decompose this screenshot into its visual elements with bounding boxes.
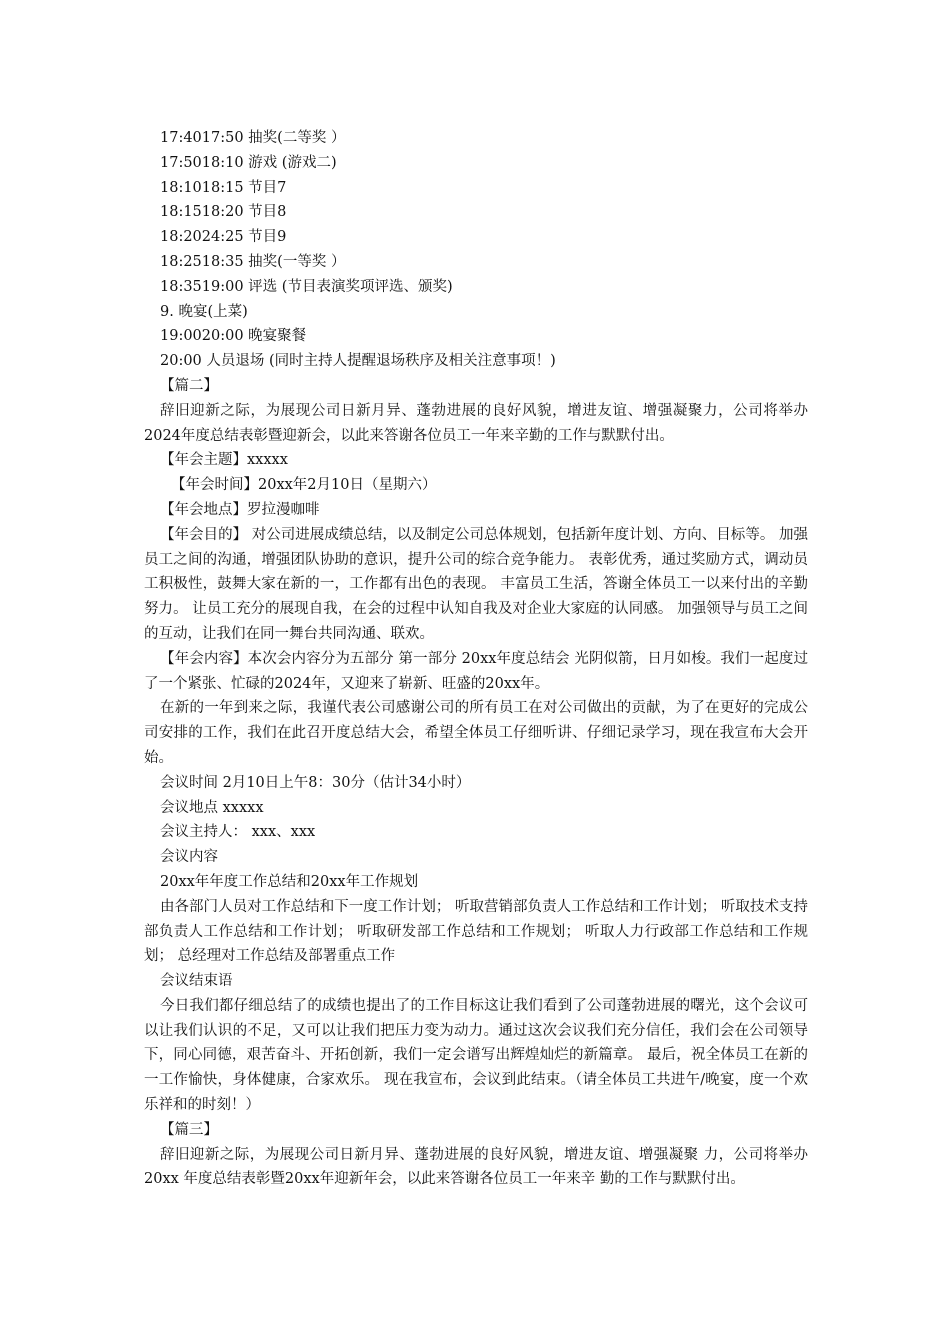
annual-meeting-time: 【年会时间】20xx年2月10日（星期六）: [171, 477, 437, 494]
meeting-agenda-items: 由各部门人员对工作总结和下一度工作计划； 听取营销部负责人工作总结和工作计划； 听取技术支持部负责人工作总结和工作计划； 听取研发部工作总结和工作规划； 听取人力行政部工作总结和工作规划； 总经理对工作总结及部署重点工作: [144, 898, 808, 965]
annual-meeting-place: 【年会地点】罗拉漫咖啡: [160, 501, 320, 518]
meeting-time: 会议时间 2月10日上午8：30分（估计34小时）: [160, 774, 471, 791]
annual-meeting-content: 【年会内容】本次会内容分为五部分 第一部分 20xx年度总结会 光阴似箭，日月如梭。我们一起度过了一个紧张、忙碌的2024年，又迎来了崭新、旺盛的20xx年。: [144, 650, 808, 692]
schedule-line: 17:5018:10 游戏 (游戏二): [160, 154, 337, 171]
schedule-line: 18:1018:15 节目7: [160, 179, 287, 196]
schedule-line: 20:00 人员退场 (同时主持人提醒退场秩序及相关注意事项！): [160, 353, 556, 370]
meeting-host: 会议主持人： xxx、xxx: [160, 824, 316, 841]
schedule-line: 17:4017:50 抽奖(二等奖 ）: [160, 130, 346, 146]
schedule-line: 9. 晚宴(上菜): [160, 303, 248, 320]
opening-speech: 在新的一年到来之际，我谨代表公司感谢公司的所有员工在对公司做出的贡献，为了在更好的完成公司安排的工作，我们在此召开度总结大会，希望全体员工仔细听讲、仔细记录学习，现在我宣布大会开始。: [144, 700, 808, 766]
annual-meeting-theme: 【年会主题】xxxxx: [160, 452, 288, 469]
document-page: [144, 126, 808, 1192]
schedule-line: 19:0020:00 晚宴聚餐: [160, 328, 307, 345]
annual-meeting-purpose: 【年会目的】 对公司进展成绩总结，以及制定公司总体规划，包括新年度计划、方向、目标等。 加强员工之间的沟通，增强团队协助的意识，提升公司的综合竞争能力。 表彰优秀，通过奖励方式，调动员工积极性，鼓舞大家在新的一，工作都有出色的表现。 丰富员工生活，答谢全体员工一以来付出的辛勤努力。 让员工充分的展现自我，在会的过程中认知自我及对企业大家庭的认同感。 加强领导与员工之间的互动，让我们在同一舞台共同沟通、联欢。: [144, 526, 808, 642]
schedule-line: 18:2518:35 抽奖(一等奖 ）: [160, 253, 346, 270]
closing-remarks: 今日我们都仔细总结了的成绩也提出了的工作目标这让我们看到了公司蓬勃进展的曙光，这个会议可以让我们认识的不足，又可以让我们把压力变为动力。通过这次会议我们充分信任，我们会在公司领导下，同心同德，艰苦奋斗、开拓创新，我们一定会谱写出辉煌灿烂的新篇章。 最后，祝全体员工在新的一工作愉快，身体健康，合家欢乐。 现在我宣布，会议到此结束。（请全体员工共进午/晚宴，度一个欢乐祥和的时刻！）: [144, 997, 808, 1114]
closing-remarks-title: 会议结束语: [160, 973, 233, 990]
section-heading-part2: 【篇二】: [160, 377, 218, 394]
schedule-line: 18:3519:00 评选 (节目表演奖项评选、颁奖): [160, 278, 453, 295]
meeting-topic: 20xx年年度工作总结和20xx年工作规划: [160, 873, 419, 890]
schedule-line: 18:2024:25 节目9: [160, 229, 287, 246]
part3-intro: 辞旧迎新之际，为展现公司日新月异、蓬勃进展的良好风貌，增进友谊、增强凝聚 力，公司将举办20xx 年度总结表彰暨20xx年迎新年会，以此来答谢各位员工一年来辛 勤的工作与默默付出。: [144, 1146, 808, 1188]
meeting-content-label: 会议内容: [160, 849, 218, 866]
meeting-place: 会议地点 xxxxx: [160, 799, 264, 816]
schedule-line: 18:1518:20 节目8: [160, 204, 287, 221]
part2-intro: 辞旧迎新之际，为展现公司日新月异、蓬勃进展的良好风貌，增进友谊、增强凝聚力，公司将举办2024年度总结表彰暨迎新会，以此来答谢各位员工一年来辛勤的工作与默默付出。: [144, 402, 808, 444]
section-heading-part3: 【篇三】: [160, 1121, 218, 1138]
